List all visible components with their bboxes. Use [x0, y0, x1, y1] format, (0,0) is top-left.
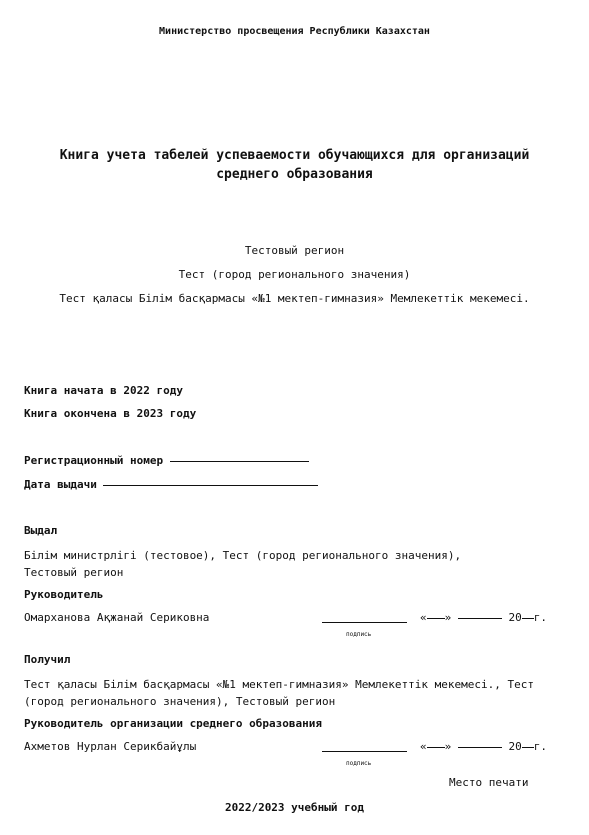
registration-number-label: Регистрационный номер [24, 454, 164, 467]
issued-person: Омарханова Ақжанай Сериковна [24, 611, 210, 624]
issued-date-field [420, 611, 547, 624]
issued-date-open-quote: « [420, 611, 427, 624]
registration-number-line [170, 461, 309, 462]
received-date-open-quote: « [420, 740, 427, 753]
issue-date-label: Дата выдачи [24, 478, 97, 491]
received-day-line [427, 747, 445, 748]
received-head-label: Руководитель организации среднего образования [24, 717, 323, 730]
issued-month-line [458, 618, 502, 619]
issue-date-field [24, 478, 318, 491]
stamp-place: Место печати [449, 776, 529, 789]
book-ended: Книга окончена в 2023 году [24, 407, 197, 420]
issued-signature-line [322, 622, 407, 623]
issued-year-suffix: г. [533, 611, 547, 624]
received-date-field [420, 740, 547, 753]
issued-year-line [522, 618, 534, 619]
school-year: 2022/2023 учебный год [224, 801, 365, 814]
document-title: Книга учета табелей успеваемости обучающихся для организаций среднего образования [59, 148, 530, 182]
issued-year-prefix: 20 [508, 611, 522, 624]
book-started: Книга начата в 2022 году [24, 384, 183, 397]
issue-date-line [103, 485, 318, 486]
region-name: Тестовый регион [244, 244, 345, 257]
received-date-close-quote: » [444, 740, 452, 753]
received-person: Ахметов Нурлан Серикбайұлы [24, 740, 197, 753]
received-text: Тест қаласы Білім басқармасы «№1 мектеп-гимназия» Мемлекеттік мекемесі., Тест (город регионального значения), Тестовый регион [24, 678, 534, 708]
received-signature-caption: подпись [346, 760, 372, 767]
received-signature-line [322, 751, 407, 752]
issued-date-close-quote: » [444, 611, 452, 624]
issued-signature-caption: подпись [346, 631, 372, 638]
received-heading: Получил [24, 653, 71, 666]
issued-head-label: Руководитель [24, 588, 104, 601]
registration-number-field [24, 454, 309, 467]
issued-day-line [427, 618, 445, 619]
received-year-suffix: г. [533, 740, 547, 753]
received-month-line [458, 747, 502, 748]
issued-heading: Выдал [24, 524, 58, 537]
issued-text: Білім министрлігі (тестовое), Тест (город регионального значения), Тестовый регион [24, 549, 462, 579]
city-name: Тест (город регионального значения) [178, 268, 411, 281]
organization-name: Тест қаласы Білім басқармасы «№1 мектеп-гимназия» Мемлекеттік мекемесі. [59, 292, 530, 305]
ministry-name: Министерство просвещения Республики Казахстан [159, 26, 430, 37]
received-year-prefix: 20 [508, 740, 522, 753]
received-year-line [522, 747, 534, 748]
